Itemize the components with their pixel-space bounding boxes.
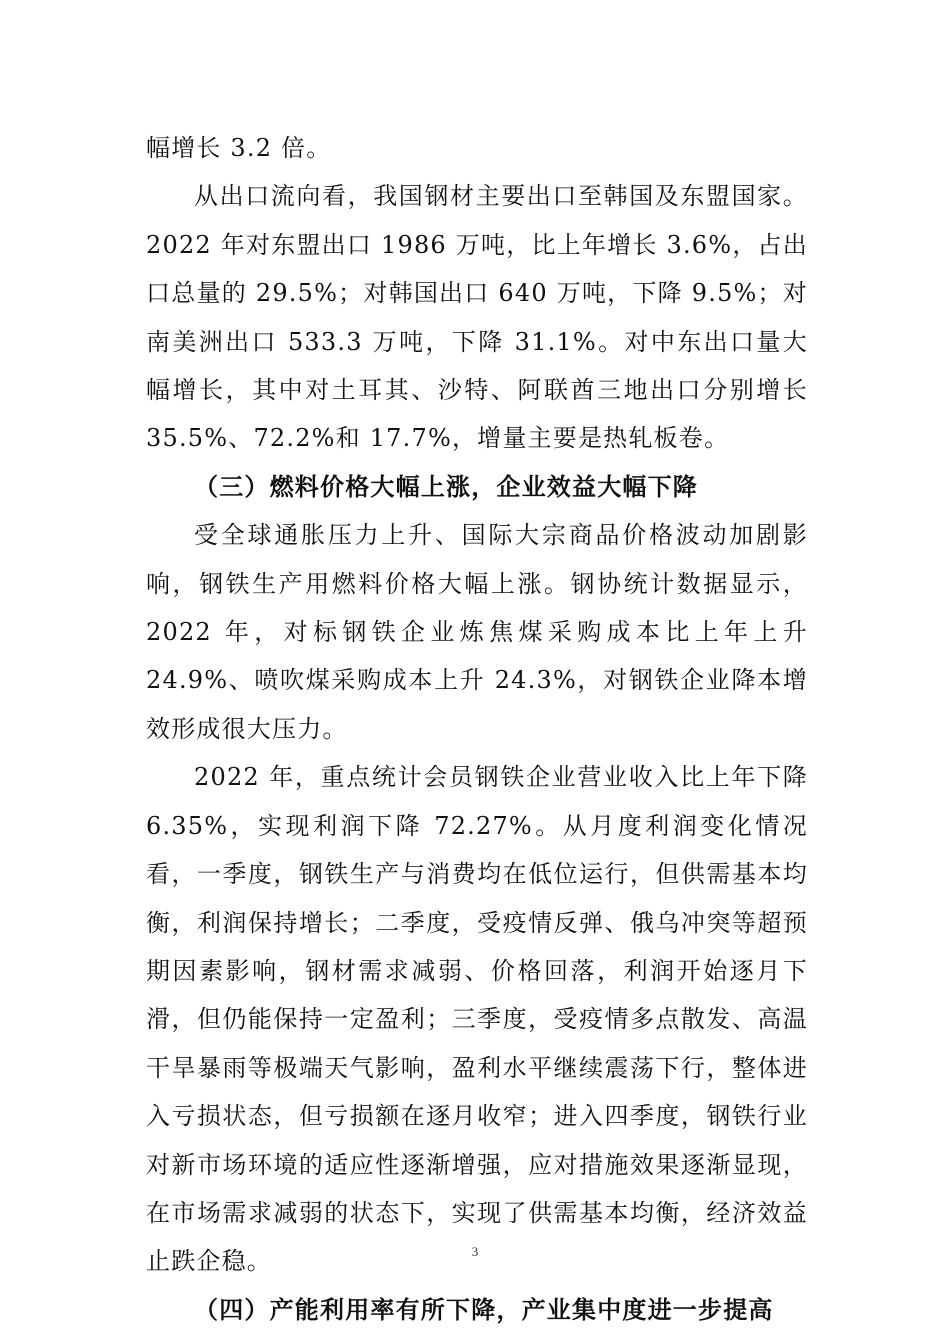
document-body (146, 124, 808, 1334)
paragraph-enterprise-profits: 2022 年，重点统计会员钢铁企业营业收入比上年下降 6.35%，实现利润下降 72.27%。从月度利润变化情况看，一季度，钢铁生产与消费均在低位运行，但供需基本均衡，利润保持增长；二季度，受疫情反弹、俄乌冲突等超预期因素影响，钢材需求减弱、价格回落，利润开始逐月下滑，但仍能保持一定盈利；三季度，受疫情多点散发、高温干旱暴雨等极端天气影响，盈利水平继续震荡下行，整体进入亏损状态，但亏损额在逐月收窄；进入四季度，钢铁行业对新市场环境的适应性逐渐增强，应对措施效果逐渐显现，在市场需求减弱的状态下，实现了供需基本均衡，经济效益止跌企稳。 (146, 763, 808, 1276)
paragraph-fuel-prices: 受全球通胀压力上升、国际大宗商品价格波动加剧影响，钢铁生产用燃料价格大幅上涨。钢协统计数据显示，2022 年，对标钢铁企业炼焦煤采购成本比上年上升 24.9%、喷吹煤采购成本上升 24.3%，对钢铁企业降本增效形成很大压力。 (146, 521, 808, 743)
page-number: 3 (471, 1244, 479, 1259)
paragraph-export-destinations: 从出口流向看，我国钢材主要出口至韩国及东盟国家。2022 年对东盟出口 1986 万吨，比上年增长 3.6%，占出口总量的 29.5%；对韩国出口 640 万吨，下降 9.5%；对南美洲出口 533.3 万吨，下降 31.1%。对中东出口量大幅增长，其中对土耳其、沙特、阿联酋三地出口分别增长 35.5%、72.2%和 17.7%，增量主要是热轧板卷。 (146, 182, 808, 453)
section-heading-4: （四）产能利用率有所下降，产业集中度进一步提高 (194, 1294, 774, 1324)
section-heading-3: （三）燃料价格大幅上涨，企业效益大幅下降 (194, 471, 698, 501)
paragraph-continuation: 幅增长 3.2 倍。 (146, 134, 332, 162)
